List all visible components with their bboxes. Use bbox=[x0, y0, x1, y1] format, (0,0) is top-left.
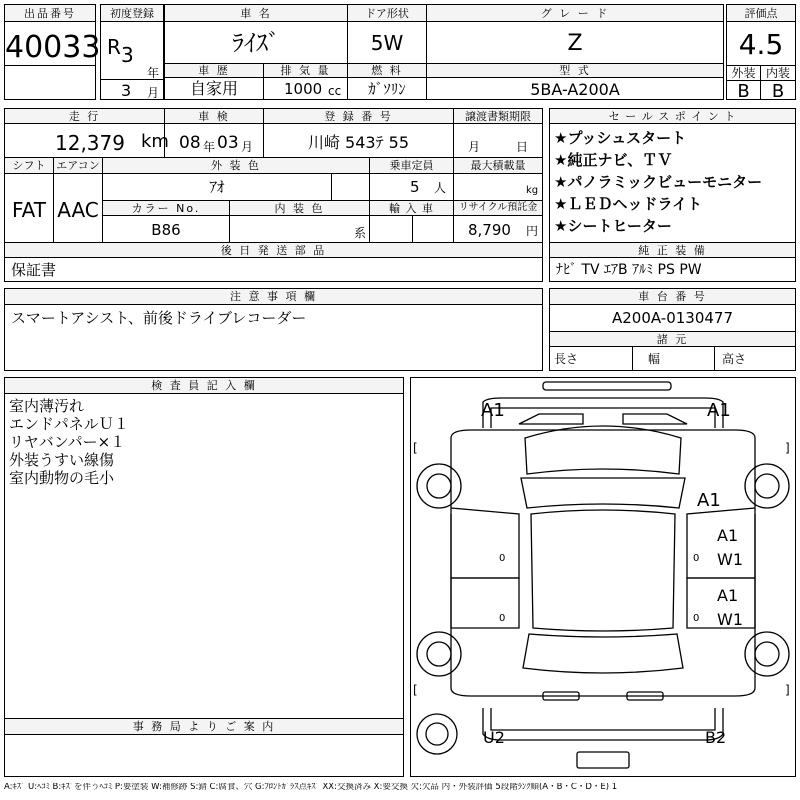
transfer-label: 譲渡書類期限 bbox=[465, 110, 531, 123]
color-no: B86 bbox=[151, 221, 181, 239]
chassis-box bbox=[549, 288, 796, 371]
inspector-line: 室内薄汚れ bbox=[9, 397, 85, 415]
recycle-label: リサイクル預託金 bbox=[458, 202, 538, 213]
sales-point-item: ★プッシュスタート bbox=[554, 129, 687, 147]
era: R bbox=[107, 35, 121, 59]
bracket-right: ] bbox=[785, 441, 790, 455]
score-box bbox=[726, 4, 796, 100]
damage-mark: U2 bbox=[483, 728, 505, 747]
inspection-label: 車 検 bbox=[198, 110, 230, 123]
inspector-box bbox=[4, 377, 404, 777]
lot-box bbox=[4, 4, 101, 100]
grade-box bbox=[426, 4, 724, 64]
car-outline-icon bbox=[411, 378, 795, 776]
ext-score: B bbox=[737, 81, 750, 102]
history: 自家用 bbox=[189, 79, 238, 98]
ac-box bbox=[53, 157, 103, 243]
capacity-unit: 人 bbox=[434, 181, 447, 195]
recycle-unit: 円 bbox=[526, 224, 539, 238]
notes-box bbox=[4, 288, 543, 371]
inspection-month: 03 bbox=[217, 133, 239, 153]
capacity-label: 乗車定員 bbox=[389, 159, 434, 172]
recycle-box bbox=[453, 200, 543, 243]
bracket-right: ] bbox=[785, 683, 790, 697]
ext-score-label: 外装 bbox=[731, 66, 756, 80]
history-box bbox=[164, 63, 264, 100]
int-score: B bbox=[771, 81, 785, 102]
model-label: 型 式 bbox=[559, 64, 591, 77]
registration-label: 初度登録 bbox=[110, 7, 154, 20]
displacement-label: 排 気 量 bbox=[280, 64, 331, 77]
displacement-unit: cc bbox=[328, 84, 342, 98]
equipment-value: ﾅﾋﾞ TV ｴｱB ｱﾙﾐ PS PW bbox=[556, 262, 702, 278]
year-number: 3 bbox=[121, 43, 134, 67]
model-code: 5BA-A200A bbox=[530, 80, 620, 99]
fuel-label: 燃 料 bbox=[371, 64, 403, 77]
inspection-year-suffix: 年 bbox=[203, 140, 216, 154]
zero-mark: 0 bbox=[499, 553, 506, 564]
displacement-box bbox=[263, 63, 348, 100]
capacity-box bbox=[369, 157, 454, 201]
shift-box bbox=[4, 157, 54, 243]
bracket-left: [ bbox=[413, 683, 418, 697]
import-box bbox=[369, 200, 454, 243]
office-label: 事 務 局 よ り ご 案 内 bbox=[132, 720, 276, 733]
int-score-label: 内装 bbox=[765, 66, 790, 80]
dims-label: 諸 元 bbox=[656, 333, 689, 346]
bracket-left: [ bbox=[413, 441, 418, 455]
load-label: 最大積載量 bbox=[470, 159, 526, 172]
damage-mark: W1 bbox=[717, 610, 743, 629]
fuel-box bbox=[347, 63, 427, 100]
equipment-box bbox=[549, 242, 796, 282]
transfer-box bbox=[453, 108, 543, 158]
door-type: 5W bbox=[370, 31, 404, 55]
dims-length: 長さ bbox=[554, 352, 579, 366]
car-name: ﾗｲｽﾞ bbox=[232, 29, 280, 57]
inspector-line: 室内動物の毛小 bbox=[9, 469, 115, 487]
damage-mark: A1 bbox=[481, 400, 505, 421]
car-name-box bbox=[164, 4, 348, 64]
load-box bbox=[453, 157, 543, 201]
transfer-month: 月 bbox=[468, 140, 481, 154]
equipment-label: 純 正 装 備 bbox=[638, 244, 707, 257]
score: 4.5 bbox=[738, 28, 784, 61]
mileage-label: 走 行 bbox=[68, 110, 101, 123]
ext-color: ｱｵ bbox=[209, 178, 225, 196]
fuel: ｶﾞｿﾘﾝ bbox=[368, 80, 406, 98]
registration-box bbox=[100, 4, 164, 100]
zero-mark: 0 bbox=[693, 553, 700, 564]
mileage-unit: km bbox=[141, 131, 169, 152]
inspector-label: 検 査 員 記 入 欄 bbox=[151, 379, 257, 392]
lot-number: 40033 bbox=[5, 30, 101, 65]
notes-label: 注 意 事 項 欄 bbox=[230, 290, 317, 303]
door-label: ドア形状 bbox=[365, 7, 409, 20]
plate-number: 川崎 543ﾃ 55 bbox=[307, 133, 410, 152]
inspector-line: リヤバンパー×１ bbox=[9, 433, 126, 451]
damage-mark: B2 bbox=[705, 728, 727, 747]
sales-point-item: ★ＬＥＤヘッドライト bbox=[554, 195, 702, 213]
legend: A:ｷｽﾞ U:ﾍｺﾐ B:ｷｽﾞを伴うﾍｺﾐ P:要塗装 W:補修跡 S:錆 C:腐食、穴 G:ﾌﾛﾝﾄｶﾞﾗｽ点ｷｽﾞ XX:交換済み X:要交換 欠:欠品 内・外装評価 5段階ﾗﾝｸ順(A・B・C・D・E) 1 bbox=[4, 783, 618, 792]
capacity: 5 bbox=[410, 178, 420, 196]
parts-box bbox=[4, 242, 543, 282]
damage-mark: A1 bbox=[717, 526, 739, 545]
inspector-line: 外装うすい線傷 bbox=[9, 451, 115, 469]
damage-diagram bbox=[410, 377, 796, 777]
model-box bbox=[426, 63, 724, 100]
inspector-line: エンドパネルＵ１ bbox=[9, 415, 129, 433]
damage-mark: A1 bbox=[717, 586, 739, 605]
sales-points-label: セ ー ル ス ポ イ ン ト bbox=[608, 110, 737, 123]
damage-mark: A1 bbox=[697, 490, 721, 511]
car-name-label: 車 名 bbox=[240, 7, 272, 20]
parts-value: 保証書 bbox=[11, 261, 57, 279]
lot-label: 出品番号 bbox=[24, 7, 76, 20]
damage-mark: A1 bbox=[707, 400, 731, 421]
ac-label: エアコン bbox=[56, 159, 100, 172]
sales-point-item: ★シートヒーター bbox=[554, 217, 672, 235]
shift-label: シフト bbox=[12, 159, 46, 172]
recycle-fee: 8,790 bbox=[468, 221, 511, 239]
sales-points-box bbox=[549, 108, 796, 243]
ext-color-box bbox=[102, 157, 370, 201]
grade-label: グ レ ー ド bbox=[540, 7, 610, 20]
score-label: 評価点 bbox=[744, 7, 778, 20]
inspection-box bbox=[164, 108, 264, 158]
shift: FAT bbox=[11, 198, 46, 222]
int-color-box bbox=[229, 200, 370, 243]
inspection-year: 08 bbox=[179, 133, 201, 153]
chassis-label: 車 台 番 号 bbox=[638, 290, 707, 303]
color-no-box bbox=[102, 200, 230, 243]
zero-mark: 0 bbox=[499, 613, 506, 624]
plate-label: 登 録 番 号 bbox=[324, 110, 393, 123]
ac: AAC bbox=[57, 198, 99, 222]
damage-mark: W1 bbox=[717, 550, 743, 569]
door-box bbox=[347, 4, 427, 64]
year-suffix: 年 bbox=[147, 66, 160, 80]
chassis-number: A200A-0130477 bbox=[611, 309, 734, 327]
mileage: 12,379 bbox=[55, 131, 125, 155]
zero-mark: 0 bbox=[693, 613, 700, 624]
month-number: 3 bbox=[121, 81, 132, 100]
load-unit: kg bbox=[526, 185, 539, 196]
displacement: 1000 bbox=[284, 80, 323, 98]
mileage-box bbox=[4, 108, 169, 158]
sales-point-item: ★純正ナビ、ＴＶ bbox=[554, 151, 673, 169]
int-color-unit: 系 bbox=[354, 226, 367, 240]
color-no-label: カラー No. bbox=[131, 202, 201, 215]
plate-box bbox=[263, 108, 454, 158]
transfer-day: 日 bbox=[516, 140, 529, 154]
grade: Z bbox=[567, 31, 583, 56]
history-label: 車 歴 bbox=[198, 64, 230, 77]
import-label: 輸 入 車 bbox=[389, 202, 434, 215]
ext-color-label: 外 装 色 bbox=[211, 159, 261, 172]
sales-point-item: ★パノラミックビューモニター bbox=[554, 173, 763, 191]
inspection-month-suffix: 月 bbox=[241, 140, 254, 154]
dims-width: 幅 bbox=[648, 352, 661, 366]
int-color-label: 内 装 色 bbox=[274, 202, 325, 215]
notes-value: スマートアシスト、前後ドライブレコーダー bbox=[11, 309, 307, 327]
month-suffix: 月 bbox=[147, 86, 160, 100]
parts-label: 後 日 発 送 部 品 bbox=[220, 244, 327, 257]
dims-height: 高さ bbox=[722, 352, 747, 366]
